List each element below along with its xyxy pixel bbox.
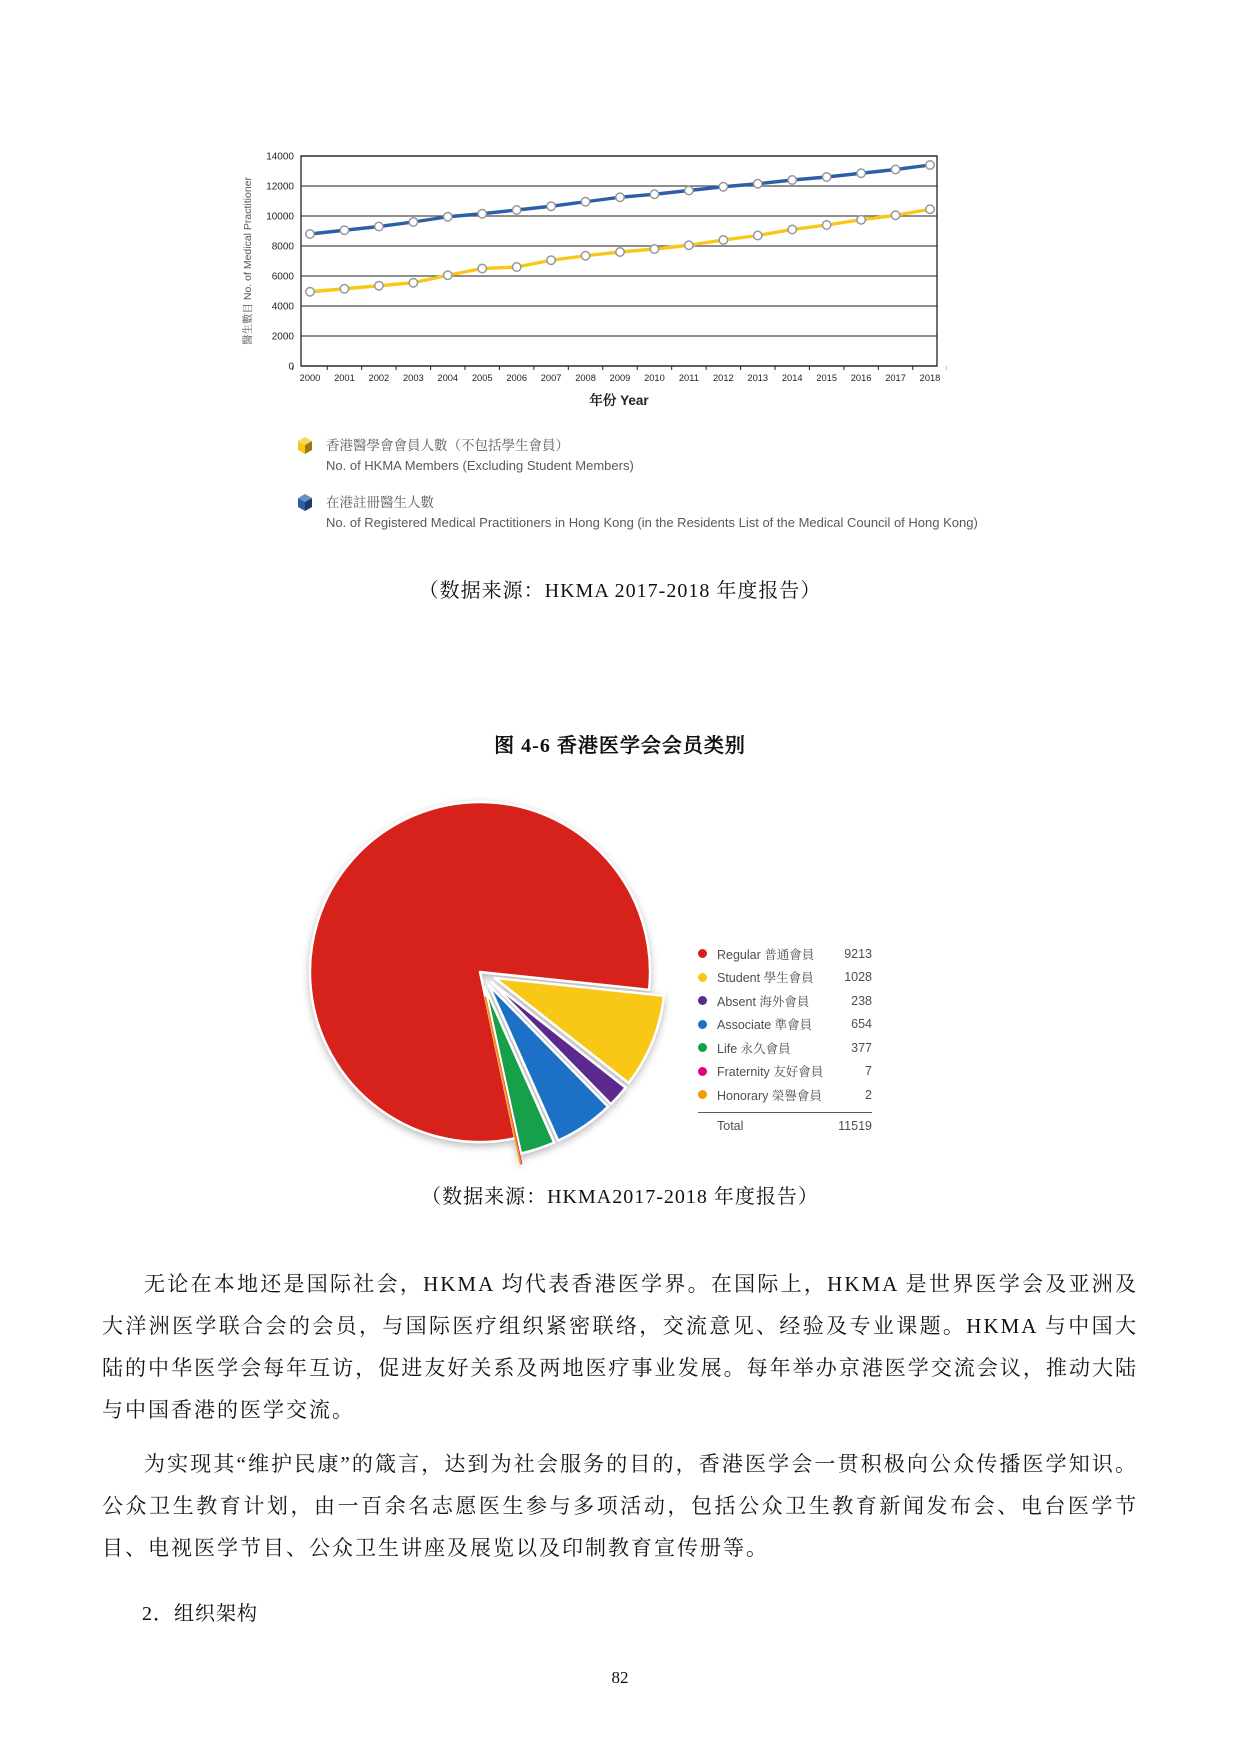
x-tick-label: 2017 [885, 373, 906, 383]
pie-legend-label: Regular 普通會員 [717, 947, 815, 962]
total-label: Total [717, 1118, 744, 1133]
legend-dot-icon [698, 1090, 707, 1099]
y-tick-label: 10000 [266, 211, 294, 223]
yellow-cube-icon [295, 435, 315, 455]
section-heading: 2．组织架构 [142, 1603, 258, 1625]
x-tick-label: 2018 [919, 373, 941, 383]
pie-chart-legend [698, 942, 872, 1133]
total-value: 11519 [838, 1118, 872, 1133]
pie-legend-label: Absent 海外會員 [717, 994, 810, 1009]
pie-legend-label: Student 學生會員 [717, 971, 814, 986]
data-point [822, 173, 830, 181]
y-tick-label: 14000 [266, 151, 294, 163]
data-point [719, 236, 727, 244]
data-point [719, 183, 727, 191]
data-point [754, 180, 762, 188]
line-chart [237, 138, 947, 418]
data-point [616, 193, 624, 201]
data-point [512, 263, 520, 271]
line-chart-figure [237, 138, 1197, 530]
pie-legend-value: 7 [865, 1064, 872, 1079]
pie-legend-value: 377 [851, 1040, 872, 1055]
y-tick-label: 12000 [266, 181, 294, 193]
data-point [478, 264, 486, 272]
data-point [685, 186, 693, 194]
pie-legend-value: 1028 [844, 970, 872, 985]
legend-item-hkma-members [295, 434, 1197, 473]
pie-legend-label: Life 永久會員 [717, 1041, 791, 1056]
data-point [788, 225, 796, 233]
x-tick-label: 2015 [816, 373, 838, 383]
data-point [616, 248, 624, 256]
data-point [926, 161, 934, 169]
x-tick-label: 2006 [506, 373, 528, 383]
legend-text [326, 491, 978, 530]
legend-label-zh: 香港醫學會會員人數（不包括學生會員） [326, 438, 569, 453]
pie-legend-row [698, 1060, 872, 1084]
data-point [857, 169, 865, 177]
data-point [685, 241, 693, 249]
pie-chart-figure [300, 780, 1240, 1170]
body-paragraph: 无论在本地还是国际社会，HKMA 均代表香港医学界。在国际上，HKMA 是世界医学会及亚洲及大洋洲医学联合会的会员，与国际医疗组织紧密联络，交流意见、经验及专业课题。HKMA 与中国大陆的中华医学会每年互访，促进友好关系及两地医疗事业发展。每年举办京港医学交流会议，推动大陆与中国香港的医学交流。 [102, 1272, 1138, 1422]
y-tick-label: 2000 [271, 331, 294, 343]
y-tick-label: 0 [288, 361, 294, 373]
x-tick-label: 2011 [678, 373, 699, 383]
pie-legend-label: Associate 準會員 [717, 1018, 813, 1033]
data-point [822, 221, 830, 229]
pie-slices [310, 802, 664, 1164]
pie-legend-row [698, 966, 872, 990]
data-point [409, 218, 417, 226]
pie-legend-value: 654 [851, 1017, 872, 1032]
legend-dot-icon [698, 1043, 707, 1052]
data-point [788, 176, 796, 184]
data-point [650, 190, 658, 198]
x-tick-label: 2002 [368, 373, 390, 383]
x-tick-label: 2004 [437, 373, 459, 383]
legend-label-en: No. of Registered Medical Practitioners in Hong Kong (in the Residents List of the Medical Council of Hong Kong) [326, 515, 978, 530]
data-point [512, 206, 520, 214]
pie-legend-value: 9213 [844, 946, 872, 961]
x-tick-label: 2013 [747, 373, 769, 383]
pie-chart [300, 780, 680, 1170]
x-tick-label: 2014 [781, 373, 803, 383]
legend-item-registered-practitioners [295, 491, 1197, 530]
x-tick-label: 2010 [644, 373, 665, 383]
legend-label-en: No. of HKMA Members (Excluding Student Members) [326, 458, 634, 473]
line-chart-legend [295, 434, 1197, 530]
data-point [857, 216, 865, 224]
data-point [891, 165, 899, 173]
y-tick-label: 8000 [271, 241, 294, 253]
pie-legend-row [698, 1036, 872, 1060]
data-point [581, 252, 589, 260]
pie-legend-row [698, 942, 872, 966]
y-tick-label: 4000 [271, 301, 294, 313]
x-tick-label: 2012 [712, 373, 734, 383]
legend-text [326, 434, 634, 473]
pie-legend-value: 238 [851, 993, 872, 1008]
legend-label-zh: 在港註冊醫生人數 [326, 495, 434, 510]
x-tick-label: 2008 [575, 373, 596, 383]
data-point [547, 202, 555, 210]
plot-border [301, 156, 937, 366]
x-tick-label: 2000 [299, 373, 321, 383]
pie-figure-title: 图 4-6 香港医学会会员类别 [494, 735, 746, 757]
x-tick-label: 2005 [471, 373, 493, 383]
data-point [340, 226, 348, 234]
data-point [926, 205, 934, 213]
pie-legend-value: 2 [865, 1087, 872, 1102]
legend-dot-icon [698, 949, 707, 958]
data-point [375, 222, 383, 230]
data-point [375, 282, 383, 290]
data-point [891, 211, 899, 219]
y-tick-label: 6000 [271, 271, 294, 283]
pie-legend-row [698, 1083, 872, 1107]
data-point [340, 285, 348, 293]
x-tick-label: 2009 [609, 373, 631, 383]
pie-legend-total-row [698, 1112, 872, 1133]
data-point [650, 245, 658, 253]
pie-figure-caption: （数据来源：HKMA2017-2018 年度报告） [421, 1186, 819, 1208]
legend-dot-icon [698, 973, 707, 982]
data-point [444, 213, 452, 221]
pie-legend-row [698, 989, 872, 1013]
page-number: 82 [611, 1668, 629, 1687]
x-tick-label: 2001 [334, 373, 355, 383]
legend-dot-icon [698, 1020, 707, 1029]
data-point [754, 231, 762, 239]
data-point [478, 210, 486, 218]
x-tick-label: 2016 [850, 373, 872, 383]
line-figure-caption: （数据来源：HKMA 2017-2018 年度报告） [418, 580, 822, 602]
x-tick-label: 2007 [540, 373, 562, 383]
y-axis-label: 醫生數目 No. of Medical Practitioner [242, 176, 254, 346]
body-paragraph: 为实现其“维护民康”的箴言，达到为社会服务的目的，香港医学会一贯积极向公众传播医学知识。公众卫生教育计划，由一百余名志愿医生参与多项活动，包括公众卫生教育新闻发布会、电台医学节目、电视医学节目、公众卫生讲座及展览以及印制教育宣传册等。 [102, 1452, 1138, 1560]
pie-legend-label: Honorary 榮譽會員 [717, 1088, 822, 1103]
legend-dot-icon [698, 996, 707, 1005]
data-point [547, 256, 555, 264]
data-point [444, 271, 452, 279]
data-point [409, 279, 417, 287]
data-point [581, 198, 589, 206]
data-point [306, 230, 314, 238]
x-axis-label: 年份 Year [589, 393, 649, 408]
legend-dot-icon [698, 1067, 707, 1076]
data-point [306, 288, 314, 296]
x-tick-label: 2003 [402, 373, 424, 383]
pie-legend-label: Fraternity 友好會員 [717, 1065, 824, 1080]
pie-legend-row [698, 1013, 872, 1037]
blue-cube-icon [295, 492, 315, 512]
